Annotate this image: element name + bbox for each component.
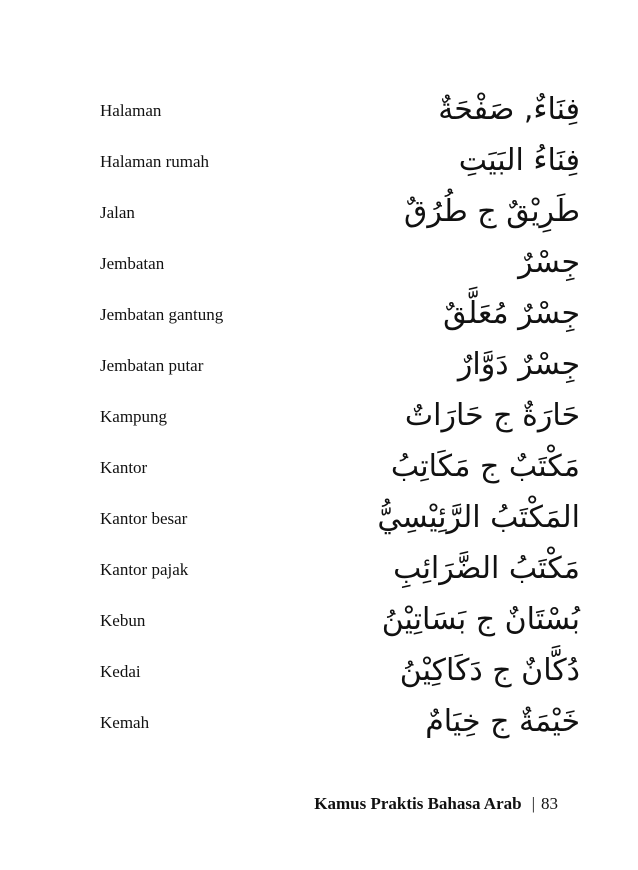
entry-arabic-term: فِنَاءٌ, صَفْحَةٌ	[438, 92, 580, 127]
entry-arabic-term: مَكْتَبُ الضَّرَائِبِ	[393, 551, 580, 586]
entry-arabic-term: حَارَةٌ ج حَارَاتٌ	[404, 398, 580, 433]
entry-arabic-term: بُسْتَانٌ ج بَسَاتِيْنُ	[381, 602, 580, 637]
entry-latin-term: Kantor pajak	[100, 560, 189, 579]
entry-row	[100, 88, 580, 139]
entry-latin-term: Kebun	[100, 611, 146, 630]
entry-row	[100, 139, 580, 190]
entry-row	[100, 241, 580, 292]
entry-latin-term: Halaman	[100, 101, 162, 120]
entry-latin-term: Jalan	[100, 203, 135, 222]
page-footer	[0, 792, 558, 816]
entry-row	[100, 190, 580, 241]
entry-row	[100, 598, 580, 649]
entry-latin-term: Kedai	[100, 662, 141, 681]
entry-latin-term: Jembatan	[100, 254, 165, 273]
entry-arabic-term: خَيْمَةٌ ج خِيَامٌ	[425, 704, 580, 739]
entry-arabic-term: فِنَاءُ البَيَتِ	[458, 143, 580, 178]
footer-separator: |	[531, 794, 535, 813]
entry-row	[100, 496, 580, 547]
entry-arabic-term: دُكَّانٌ ج دَكَاكِيْنُ	[399, 653, 580, 688]
entry-row	[100, 700, 580, 751]
page-number: 83	[541, 794, 558, 813]
entry-row	[100, 343, 580, 394]
entry-row	[100, 547, 580, 598]
entry-arabic-term: المَكْتَبُ الرَّئِيْسِيُّ	[377, 500, 580, 535]
entry-row	[100, 394, 580, 445]
entry-arabic-term: جِسْرٌ	[518, 245, 580, 280]
entry-latin-term: Kemah	[100, 713, 150, 732]
entry-latin-term: Kantor	[100, 458, 148, 477]
entry-list	[100, 88, 580, 751]
entry-latin-term: Kampung	[100, 407, 168, 426]
entry-arabic-term: مَكْتَبٌ ج مَكَاتِبُ	[390, 449, 580, 484]
entry-latin-term: Kantor besar	[100, 509, 188, 528]
entry-row	[100, 649, 580, 700]
entry-latin-term: Halaman rumah	[100, 152, 210, 171]
entry-row	[100, 445, 580, 496]
entry-arabic-term: جِسْرٌ مُعَلَّقٌ	[443, 296, 580, 331]
entry-arabic-term: جِسْرٌ دَوَّارٌ	[457, 347, 580, 382]
book-title: Kamus Praktis Bahasa Arab	[314, 794, 522, 813]
entry-arabic-term: طَرِيْقٌ ج طُرُقٌ	[404, 194, 580, 229]
entry-row	[100, 292, 580, 343]
entry-latin-term: Jembatan putar	[100, 356, 204, 375]
entry-latin-term: Jembatan gantung	[100, 305, 224, 324]
